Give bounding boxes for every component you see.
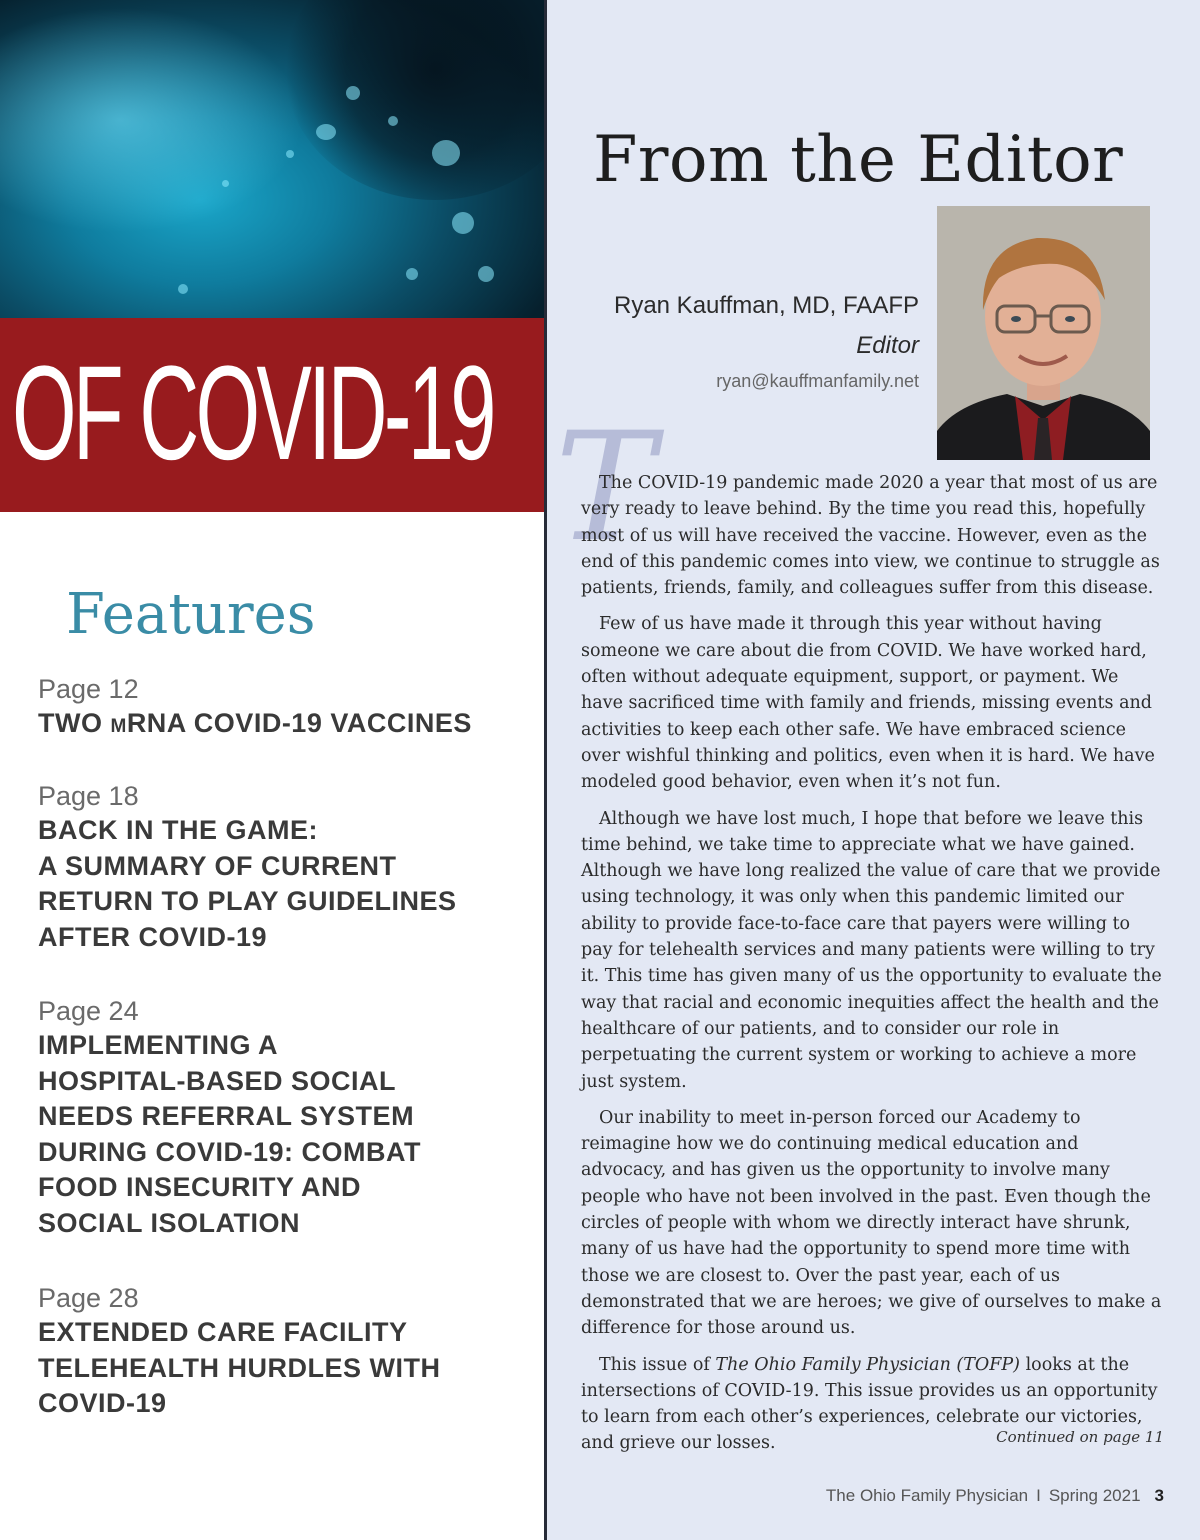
right-column (547, 0, 1200, 1540)
feature-title-line: TELEHEALTH HURDLES WITH (38, 1352, 441, 1383)
bokeh-dot (388, 116, 398, 126)
continued-link[interactable]: Continued on page 11 (996, 1428, 1164, 1446)
feature-title-line: A SUMMARY OF CURRENT (38, 850, 397, 881)
paragraph: The COVID-19 pandemic made 2020 a year that most of us are very ready to leave behind. By the time you read this, hopefully most of us will have received the vaccine. However, even as the end of this pandemic comes into view, we continue to struggle as patients, friends, family, and colleagues suffer from this disease. (581, 473, 1160, 599)
bokeh-dot (406, 268, 418, 280)
author-role: Editor (856, 332, 919, 359)
publication-name: The Ohio Family Physician (TOFP) (715, 1354, 1020, 1375)
bokeh-dot (346, 86, 360, 100)
bokeh-dot (432, 140, 460, 166)
page-title: From the Editor (593, 123, 1124, 197)
feature-title (38, 813, 528, 955)
editor-portrait (937, 206, 1150, 460)
feature-page: Page 28 (38, 1283, 139, 1313)
bokeh-dot (178, 284, 188, 294)
footer-separator: I (1036, 1486, 1041, 1505)
page-footer (547, 1486, 1164, 1506)
feature-title-line: NEEDS REFERRAL SYSTEM (38, 1101, 415, 1131)
editor-letter (581, 470, 1163, 1467)
left-column (0, 0, 545, 1540)
feature-item (38, 994, 528, 1241)
drop-cap: T (555, 401, 656, 575)
feature-title (38, 1315, 528, 1422)
author-name: Ryan Kauffman, MD, FAAFP (613, 292, 919, 319)
feature-title-line: AFTER COVID-19 (38, 921, 268, 952)
feature-title-line: COVID-19 (38, 1388, 167, 1418)
feature-item (38, 1281, 528, 1422)
feature-title: TWO MRNA COVID-19 VACCINES (38, 708, 472, 738)
footer-publication: The Ohio Family Physician (825, 1486, 1029, 1505)
feature-title (38, 1028, 528, 1241)
feature-title-line: BACK IN THE GAME: (38, 815, 318, 845)
feature-title-line: RETURN TO PLAY GUIDELINES (38, 886, 457, 916)
feature-title-line: SOCIAL ISOLATION (38, 1207, 301, 1238)
footer-issue: Spring 2021 (1048, 1486, 1141, 1505)
bokeh-dot (452, 212, 474, 234)
page-number: 3 (1154, 1486, 1164, 1505)
banner (0, 318, 545, 512)
paragraph: Few of us have made it through this year without having someone we care about die from COVID. We have worked hard, often without adequate equipment, support, or payment. We have sacrificed time with family and friends, missing events and activities to keep each other safe. We have embraced science over wishful thinking and politics, even when it is hard. We have modeled good behavior, even when it’s not fun. (581, 614, 1155, 793)
bokeh-dot (286, 150, 294, 158)
feature-title-line: EXTENDED CARE FACILITY (38, 1317, 408, 1347)
hero-dark-shape (285, 0, 545, 200)
feature-title-line: DURING COVID-19: COMBAT (38, 1136, 422, 1167)
portrait-illustration (937, 206, 1150, 460)
author-email: ryan@kauffmanfamily.net (716, 371, 919, 391)
feature-item (38, 672, 528, 745)
feature-page: Page 24 (38, 996, 139, 1026)
features-heading: Features (66, 582, 316, 647)
feature-item (38, 779, 528, 955)
feature-title-line: IMPLEMENTING A (38, 1030, 278, 1060)
hero-image (0, 0, 545, 318)
feature-title-line: HOSPITAL-BASED SOCIAL (38, 1065, 397, 1096)
bokeh-dot (478, 266, 494, 282)
feature-page: Page 12 (38, 674, 139, 704)
feature-title-line: FOOD INSECURITY AND (38, 1172, 362, 1202)
bokeh-dot (316, 124, 336, 140)
bokeh-dot (222, 180, 229, 187)
paragraph: Although we have lost much, I hope that before we leave this time behind, we take time to appreciate what we have gained. Although we have long realized the value of care that we provide using technology, it was only when this pandemic limited our ability to provide face-to-face care that payers were willing to pay for telehealth services and many patients were willing to try it. This time has given many of us the opportunity to evaluate the way that racial and economic inequities affect the health and the healthcare of our patients, and to consider our role in perpetuating the current system or working to achieve a more just system. (581, 808, 1162, 1092)
paragraph: This issue of The Ohio Family Physician (TOFP) looks at the intersections of COVID-19. This issue provides us an opportunity to learn from each other’s experiences, celebrate our victories, and grieve our losses. (581, 1354, 1158, 1454)
feature-page: Page 18 (38, 781, 139, 811)
paragraph: Our inability to meet in-person forced our Academy to reimagine how we do continuing medical education and advocacy, and has given us the opportunity to involve many people who have not been involved in the past. Even though the circles of people with whom we directly interact have shrunk, many of us have had the opportunity to spend more time with those we are closest to. Over the past year, each of us demonstrated that we are heroes; we give of ourselves to make a difference for those around us. (581, 1107, 1162, 1339)
banner-title: OF COVID-19 (12, 339, 493, 488)
